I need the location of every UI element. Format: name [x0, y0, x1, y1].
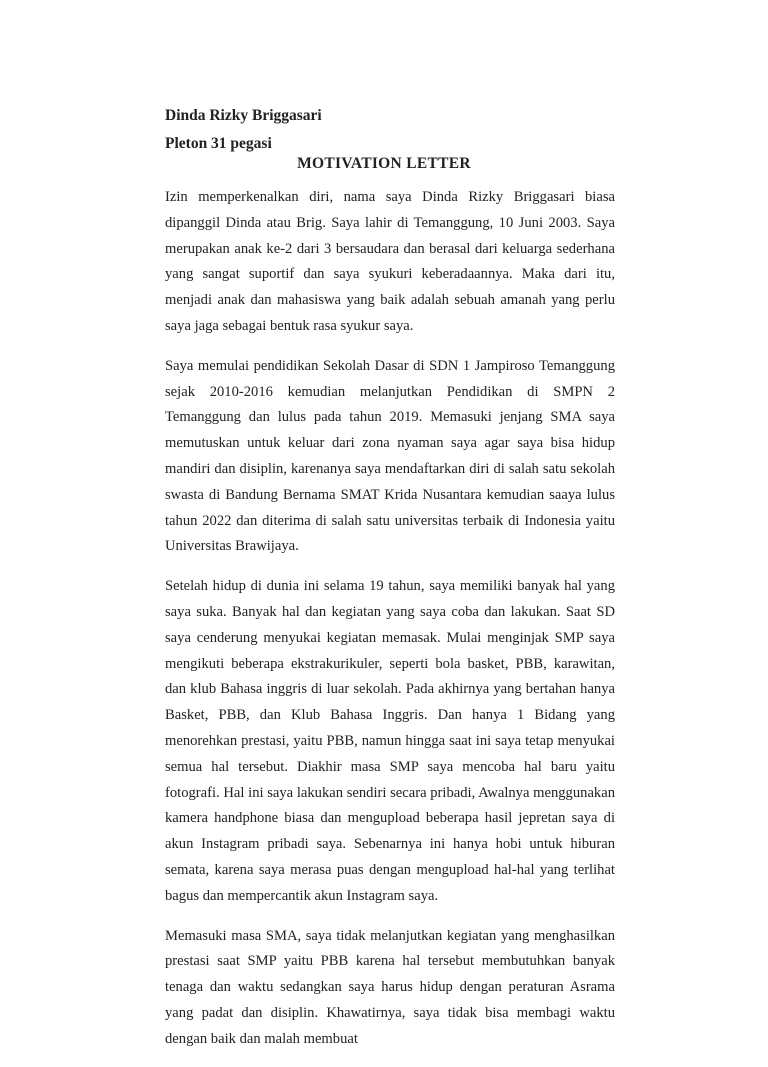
paragraph: Memasuki masa SMA, saya tidak melanjutkan kegiatan yang menghasilkan prestasi saat SMP yaitu PBB karena hal tersebut membutuhkan banyak tenaga dan waktu sedangkan saya harus hidup dengan peraturan Asrama yang padat dan disiplin. Khawatirnya, saya tidak bisa membagi waktu dengan baik dan malah membuat — [165, 927, 615, 1047]
letter-body — [165, 185, 615, 1067]
document-title: MOTIVATION LETTER — [297, 155, 471, 172]
paragraph: Saya memulai pendidikan Sekolah Dasar di SDN 1 Jampiroso Temanggung sejak 2010-2016 kemudian melanjutkan Pendidikan di SMPN 2 Temanggung dan lulus pada tahun 2019. Memasuki jenjang SMA saya memutuskan untuk keluar dari zona nyaman saya agar saya bisa hidup mandiri dan disiplin, karenanya saya mendaftarkan diri di salah satu sekolah swasta di Bandung Bernama SMAT Krida Nusantara kemudian saaya lulus tahun 2022 dan diterima di salah satu universitas terbaik di Indonesia yaitu Universitas Brawijaya. — [165, 357, 615, 555]
paragraph: Izin memperkenalkan diri, nama saya Dinda Rizky Briggasari biasa dipanggil Dinda atau Brig. Saya lahir di Temanggung, 10 Juni 2003. Saya merupakan anak ke-2 dari 3 bersaudara dan berasal dari keluarga sederhana yang sangat suportif dan saya syukuri keberadaannya. Maka dari itu, menjadi anak dan mahasiswa yang baik adalah sebuah amanah yang perlu saya jaga sebagai bentuk rasa syukur saya. — [165, 189, 615, 334]
author-group: Pleton 31 pegasi — [165, 135, 272, 152]
paragraph: Setelah hidup di dunia ini selama 19 tahun, saya memiliki banyak hal yang saya suka. Banyak hal dan kegiatan yang saya coba dan lakukan. Saat SD saya cenderung menyukai kegiatan memasak. Mulai menginjak SMP saya mengikuti beberapa ekstrakurikuler, seperti bola basket, PBB, karawitan, dan klub Bahasa inggris di luar sekolah. Pada akhirnya yang bertahan hanya Basket, PBB, dan Klub Bahasa Inggris. Dan hanya 1 Bidang yang menorehkan prestasi, yaitu PBB, namun hingga saat ini saya tetap menyukai semua hal tersebut. Diakhir masa SMP saya mencoba hal baru yaitu fotografi. Hal ini saya lakukan sendiri secara pribadi, Awalnya menggunakan kamera handphone biasa dan mengupload beberapa hasil jepretan saya di akun Instagram pribadi saya. Sebenarnya ini hanya hobi untuk hiburan semata, karena saya merasa puas dengan mengupload hal-hal yang terlihat bagus dan mempercantik akun Instagram saya. — [165, 578, 615, 904]
author-name: Dinda Rizky Briggasari — [165, 107, 322, 124]
